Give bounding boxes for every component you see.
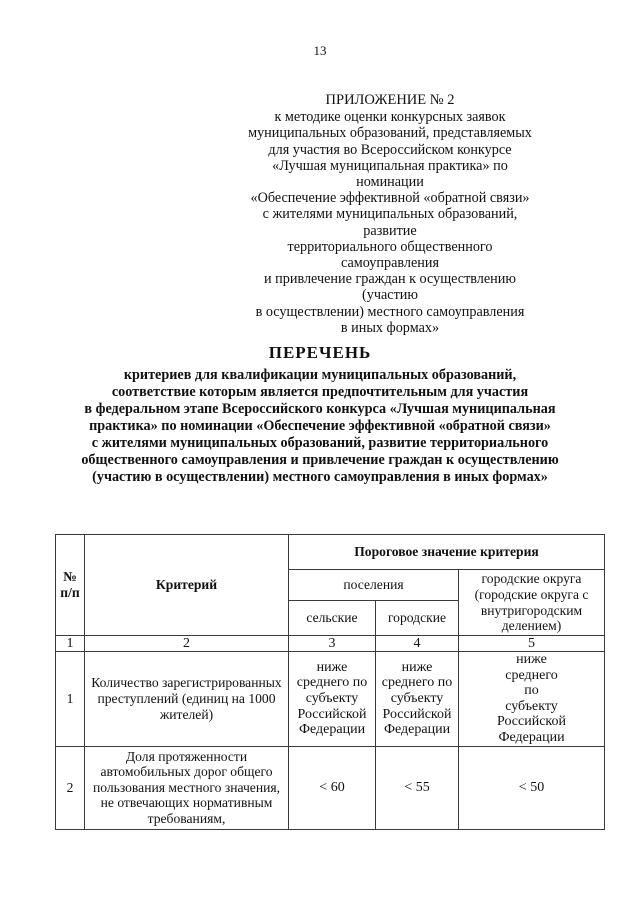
header-city-districts: городские округа (городские округа с внутригородским делением) (459, 570, 605, 636)
criterion-text: Количество зарегистрированных преступлений (единиц на 1000 жителей) (85, 652, 289, 747)
appendix-block (240, 92, 540, 336)
value-city-districts: ниже среднего по субъекту Российской Федерации (459, 652, 605, 747)
column-index-row (56, 636, 605, 652)
appendix-line: муниципальных образований, представляемых (248, 125, 532, 142)
header-urban: городские (376, 601, 459, 636)
header-settlements: поселения (289, 570, 459, 601)
column-index: 4 (376, 636, 459, 652)
table-row (56, 652, 605, 747)
subheading-line: в федеральном этапе Всероссийского конкурса «Лучшая муниципальная (84, 401, 556, 417)
appendix-line: территориального общественного самоуправления (287, 238, 493, 272)
appendix-title: ПРИЛОЖЕНИЕ № 2 (325, 92, 455, 108)
document-subheading (40, 367, 600, 486)
criterion-text: Доля протяженности автомобильных дорог общего пользования местного значения, не отвечающих нормативным требованиям, (85, 746, 289, 829)
column-index: 3 (289, 636, 376, 652)
appendix-line: «Лучшая муниципальная практика» по номинации (272, 157, 508, 191)
appendix-line: для участия во Всероссийском конкурсе (268, 141, 512, 158)
criteria-table (55, 534, 605, 830)
row-number: 1 (56, 652, 85, 747)
appendix-line: в иных формах» (340, 319, 440, 336)
appendix-line: «Обеспечение эффективной «обратной связи» (250, 190, 530, 207)
subheading-line: общественного самоуправления и привлечение граждан к осуществлению (81, 452, 559, 468)
header-num: № п/п (56, 535, 85, 636)
column-index: 5 (459, 636, 605, 652)
page-number: 13 (313, 43, 327, 58)
subheading-line: практика» по номинации «Обеспечение эффективной «обратной связи» (89, 418, 551, 434)
value-rural: ниже среднего по субъекту Российской Федерации (289, 652, 376, 747)
header-rural: сельские (289, 601, 376, 636)
appendix-line: и привлечение граждан к осуществлению (участию (264, 271, 516, 304)
row-number: 2 (56, 746, 85, 829)
value-urban: ниже среднего по субъекту Российской Федерации (376, 652, 459, 747)
subheading-line: (участию в осуществлении) местного самоуправления в иных формах» (92, 469, 548, 485)
value-rural: < 60 (289, 746, 376, 829)
subheading-line: с жителями муниципальных образований, развитие территориального (91, 435, 549, 451)
appendix-line: в осуществлении) местного самоуправления (255, 303, 525, 320)
column-index: 1 (56, 636, 85, 652)
value-city-districts: < 50 (459, 746, 605, 829)
value-urban: < 55 (376, 746, 459, 829)
table-row (56, 746, 605, 829)
subheading-line: критериев для квалификации муниципальных образований, (123, 367, 517, 383)
appendix-line: с жителями муниципальных образований, развитие (262, 206, 518, 239)
column-index: 2 (85, 636, 289, 652)
subheading-line: соответствие которым является предпочтительным для участия (111, 384, 529, 400)
header-row (56, 535, 605, 570)
document-heading: ПЕРЕЧЕНЬ (268, 343, 372, 362)
appendix-line: к методике оценки конкурсных заявок (274, 109, 506, 126)
header-criterion: Критерий (85, 535, 289, 636)
header-threshold: Пороговое значение критерия (289, 535, 605, 570)
